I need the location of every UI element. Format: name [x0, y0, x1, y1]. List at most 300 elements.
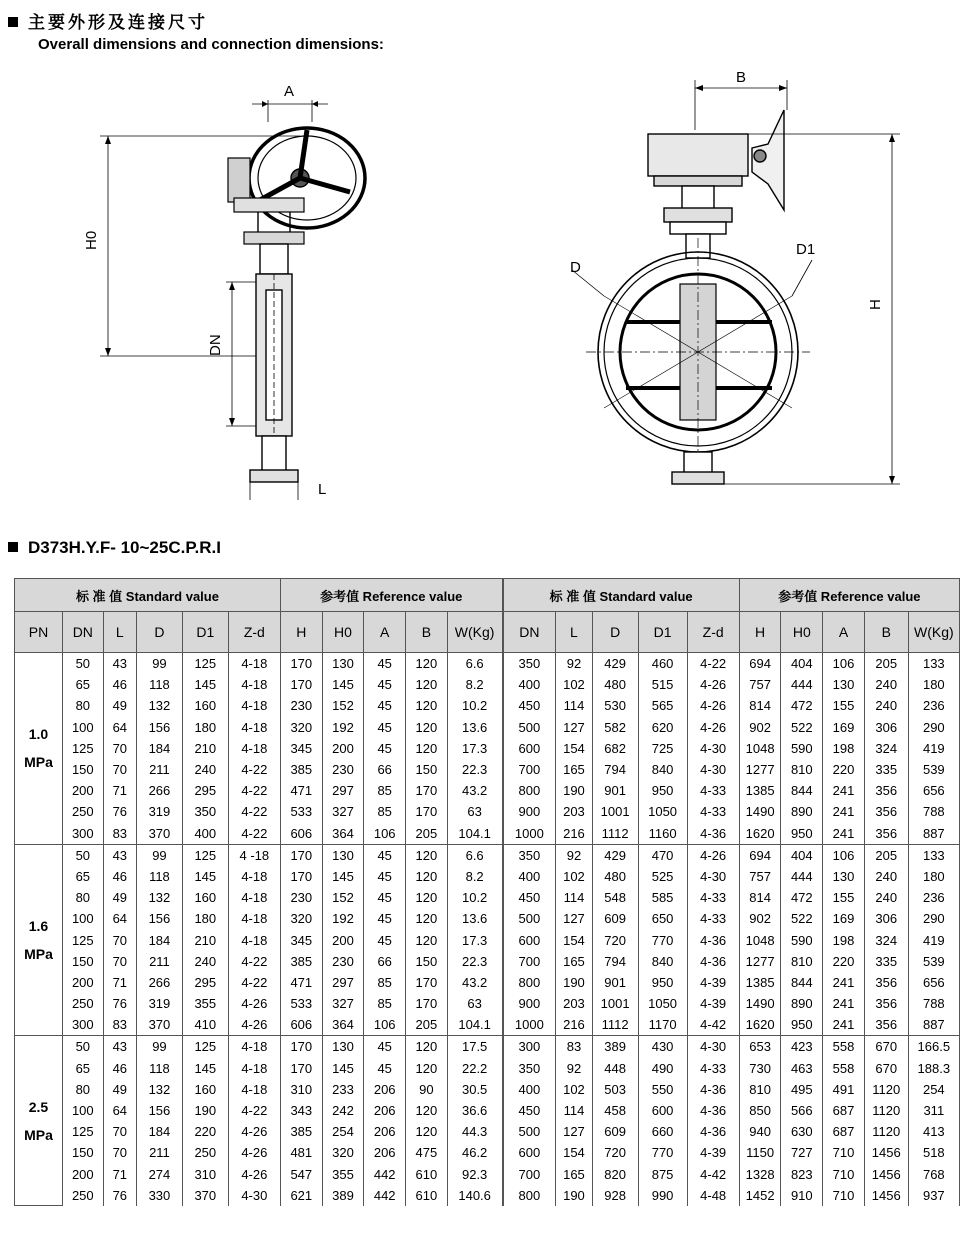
table-cell: 491 [823, 1079, 865, 1100]
table-cell: 130 [823, 674, 865, 695]
table-cell: 180 [182, 908, 228, 929]
table-cell: 1277 [739, 951, 781, 972]
table-cell: 230 [322, 759, 364, 780]
table-cell: 170 [406, 780, 448, 801]
table-cell: 442 [364, 1185, 406, 1206]
table-cell: 400 [503, 1079, 556, 1100]
table-cell: 120 [406, 908, 448, 929]
table-cell: 4-36 [687, 951, 739, 972]
table-cell: 266 [137, 780, 183, 801]
table-cell: 1456 [864, 1142, 908, 1163]
table-cell: 4-30 [687, 866, 739, 887]
table-cell: 1048 [739, 929, 781, 950]
table-cell: 205 [864, 844, 908, 866]
table-cell: 1150 [739, 1142, 781, 1163]
table-cell: 140.6 [447, 1185, 502, 1206]
table-cell: 150 [62, 1142, 103, 1163]
table-cell: 45 [364, 738, 406, 759]
table-cell: 458 [592, 1100, 638, 1121]
table-cell: 727 [781, 1142, 823, 1163]
table-cell: 330 [137, 1185, 183, 1206]
table-cell: 22.3 [447, 951, 502, 972]
table-cell: 70 [103, 738, 136, 759]
table-cell: 50 [62, 1036, 103, 1058]
table-cell: 210 [182, 738, 228, 759]
table-cell: 220 [823, 951, 865, 972]
table-cell: 4-26 [228, 1014, 280, 1036]
table-cell: 682 [592, 738, 638, 759]
col-h-2: H [739, 612, 781, 653]
table-cell: 429 [592, 844, 638, 866]
table-cell: 890 [781, 801, 823, 822]
table-cell: 45 [364, 887, 406, 908]
table-cell: 120 [406, 674, 448, 695]
table-cell: 768 [908, 1164, 959, 1185]
table-cell: 76 [103, 801, 136, 822]
table-cell: 471 [280, 780, 322, 801]
table-cell: 83 [103, 823, 136, 845]
table-cell: 4-22 [228, 823, 280, 845]
table-cell: 814 [739, 695, 781, 716]
table-cell: 85 [364, 972, 406, 993]
table-cell: 500 [503, 717, 556, 738]
table-row [15, 717, 960, 738]
table-cell: 522 [781, 908, 823, 929]
table-cell: 890 [781, 993, 823, 1014]
table-cell: 71 [103, 780, 136, 801]
table-cell: 495 [781, 1079, 823, 1100]
table-cell: 64 [103, 1100, 136, 1121]
table-cell: 43.2 [447, 780, 502, 801]
table-cell: 463 [781, 1058, 823, 1079]
pn-value: 1.0 [28, 726, 49, 743]
table-cell: 1277 [739, 759, 781, 780]
table-cell: 206 [364, 1079, 406, 1100]
table-cell: 4-26 [687, 717, 739, 738]
col-h0: H0 [322, 612, 364, 653]
table-cell: 710 [823, 1142, 865, 1163]
table-cell: 4-18 [228, 1079, 280, 1100]
table-row [15, 695, 960, 716]
table-cell: 4-22 [228, 1100, 280, 1121]
table-cell: 165 [556, 759, 593, 780]
table-cell: 400 [503, 866, 556, 887]
table-cell: 480 [592, 866, 638, 887]
table-cell: 120 [406, 866, 448, 887]
table-cell: 63 [447, 993, 502, 1014]
table-cell: 240 [182, 951, 228, 972]
table-cell: 170 [280, 674, 322, 695]
table-cell: 130 [823, 866, 865, 887]
table-cell: 106 [364, 1014, 406, 1036]
table-row [15, 887, 960, 908]
table-cell: 206 [364, 1121, 406, 1142]
table-cell: 104.1 [447, 1014, 502, 1036]
table-cell: 45 [364, 653, 406, 675]
table-cell: 8.2 [447, 674, 502, 695]
table-cell: 990 [638, 1185, 687, 1206]
col-weight-2: W(Kg) [908, 612, 959, 653]
table-cell: 700 [503, 759, 556, 780]
table-cell: 4-18 [228, 738, 280, 759]
table-cell: 100 [62, 1100, 103, 1121]
table-cell: 550 [638, 1079, 687, 1100]
table-cell: 230 [280, 887, 322, 908]
table-cell: 710 [823, 1164, 865, 1185]
col-dn-2: DN [503, 612, 556, 653]
table-cell: 490 [638, 1058, 687, 1079]
table-cell: 4 -18 [228, 844, 280, 866]
pn-cell [15, 653, 63, 845]
table-cell: 145 [322, 674, 364, 695]
table-cell: 4-18 [228, 653, 280, 675]
section-heading-cn: 主要外形及连接尺寸 [8, 8, 208, 33]
table-cell: 45 [364, 844, 406, 866]
table-cell: 200 [322, 738, 364, 759]
table-cell: 4-39 [687, 1142, 739, 1163]
table-cell: 290 [908, 908, 959, 929]
table-cell: 188.3 [908, 1058, 959, 1079]
table-cell: 266 [137, 972, 183, 993]
table-cell: 4-26 [228, 1164, 280, 1185]
table-cell: 233 [322, 1079, 364, 1100]
table-cell: 220 [823, 759, 865, 780]
pn-cell [15, 844, 63, 1036]
table-cell: 250 [62, 801, 103, 822]
table-cell: 694 [739, 653, 781, 675]
table-cell: 370 [182, 1185, 228, 1206]
table-row [15, 929, 960, 950]
group-header-standard: 标 准 值 Standard value [15, 579, 281, 612]
table-cell: 823 [781, 1164, 823, 1185]
table-cell: 350 [503, 844, 556, 866]
table-cell: 49 [103, 1079, 136, 1100]
table-cell: 300 [62, 823, 103, 845]
table-cell: 206 [364, 1100, 406, 1121]
table-cell: 198 [823, 929, 865, 950]
table-cell: 190 [556, 780, 593, 801]
table-cell: 297 [322, 972, 364, 993]
table-cell: 410 [182, 1014, 228, 1036]
table-cell: 66 [364, 951, 406, 972]
front-view-drawing [572, 80, 900, 484]
table-cell: 900 [503, 993, 556, 1014]
table-cell: 43.2 [447, 972, 502, 993]
table-cell: 902 [739, 908, 781, 929]
table-cell: 200 [62, 972, 103, 993]
table-cell: 240 [864, 674, 908, 695]
table-cell: 145 [182, 674, 228, 695]
table-cell: 320 [280, 717, 322, 738]
table-cell: 100 [62, 908, 103, 929]
table-cell: 170 [280, 653, 322, 675]
table-cell: 319 [137, 801, 183, 822]
table-cell: 211 [137, 1142, 183, 1163]
table-cell: 788 [908, 993, 959, 1014]
table-cell: 4-22 [687, 653, 739, 675]
table-cell: 471 [280, 972, 322, 993]
table-row [15, 1014, 960, 1036]
table-cell: 840 [638, 951, 687, 972]
table-row [15, 951, 960, 972]
table-cell: 169 [823, 908, 865, 929]
table-cell: 127 [556, 717, 593, 738]
table-cell: 356 [864, 993, 908, 1014]
table-cell: 120 [406, 738, 448, 759]
table-row [15, 1079, 960, 1100]
table-cell: 4-30 [687, 759, 739, 780]
table-cell: 887 [908, 1014, 959, 1036]
table-cell: 710 [823, 1185, 865, 1206]
table-cell: 4-33 [687, 801, 739, 822]
table-cell: 120 [406, 695, 448, 716]
table-row [15, 823, 960, 845]
table-cell: 180 [908, 866, 959, 887]
col-a-2: A [823, 612, 865, 653]
table-cell: 4-18 [228, 1036, 280, 1058]
table-cell: 548 [592, 887, 638, 908]
table-cell: 481 [280, 1142, 322, 1163]
table-cell: 120 [406, 717, 448, 738]
table-cell: 4-36 [687, 1100, 739, 1121]
label-D: D [570, 259, 581, 276]
table-cell: 45 [364, 929, 406, 950]
table-cell: 152 [322, 887, 364, 908]
table-cell: 127 [556, 908, 593, 929]
col-d: D [137, 612, 183, 653]
table-cell: 130 [322, 844, 364, 866]
table-cell: 606 [280, 1014, 322, 1036]
group-header-row [15, 579, 960, 612]
table-cell: 525 [638, 866, 687, 887]
table-cell: 210 [182, 929, 228, 950]
table-cell: 99 [137, 1036, 183, 1058]
table-cell: 46 [103, 1058, 136, 1079]
table-cell: 450 [503, 887, 556, 908]
table-cell: 1490 [739, 993, 781, 1014]
table-cell: 184 [137, 929, 183, 950]
table-cell: 335 [864, 759, 908, 780]
table-cell: 125 [182, 1036, 228, 1058]
table-cell: 205 [864, 653, 908, 675]
pn-unit: MPa [24, 1126, 53, 1143]
table-cell: 582 [592, 717, 638, 738]
table-cell: 590 [781, 738, 823, 759]
table-cell: 154 [556, 1142, 593, 1163]
table-row [15, 1185, 960, 1206]
table-cell: 1050 [638, 993, 687, 1014]
table-cell: 844 [781, 780, 823, 801]
table-cell: 154 [556, 929, 593, 950]
table-cell: 345 [280, 738, 322, 759]
table-cell: 241 [823, 780, 865, 801]
table-cell: 810 [781, 759, 823, 780]
table-cell: 800 [503, 1185, 556, 1206]
label-B: B [736, 69, 747, 86]
table-cell: 910 [781, 1185, 823, 1206]
col-h: H [280, 612, 322, 653]
table-cell: 4-22 [228, 801, 280, 822]
table-cell: 530 [592, 695, 638, 716]
table-cell: 80 [62, 1079, 103, 1100]
table-cell: 241 [823, 972, 865, 993]
table-cell: 850 [739, 1100, 781, 1121]
table-cell: 43 [103, 653, 136, 675]
table-cell: 4-18 [228, 695, 280, 716]
table-cell: 1328 [739, 1164, 781, 1185]
section-heading-en: Overall dimensions and connection dimensions: [38, 36, 384, 53]
table-cell: 102 [556, 866, 593, 887]
table-cell: 13.6 [447, 908, 502, 929]
table-cell: 152 [322, 695, 364, 716]
table-cell: 22.3 [447, 759, 502, 780]
table-cell: 4-22 [228, 780, 280, 801]
table-cell: 4-26 [687, 695, 739, 716]
table-cell: 254 [908, 1079, 959, 1100]
table-cell: 800 [503, 780, 556, 801]
table-cell: 156 [137, 908, 183, 929]
table-cell: 180 [908, 674, 959, 695]
table-cell: 4-22 [228, 759, 280, 780]
table-row [15, 844, 960, 866]
table-cell: 656 [908, 780, 959, 801]
table-cell: 127 [556, 1121, 593, 1142]
table-cell: 887 [908, 823, 959, 845]
table-row [15, 674, 960, 695]
table-cell: 419 [908, 929, 959, 950]
table-cell: 90 [406, 1079, 448, 1100]
table-cell: 700 [503, 951, 556, 972]
col-a: A [364, 612, 406, 653]
table-cell: 1160 [638, 823, 687, 845]
table-cell: 17.5 [447, 1036, 502, 1058]
table-cell: 687 [823, 1121, 865, 1142]
table-row [15, 1100, 960, 1121]
table-cell: 118 [137, 674, 183, 695]
group-header-standard-2: 标 准 值 Standard value [503, 579, 740, 612]
table-cell: 335 [864, 951, 908, 972]
table-cell: 99 [137, 653, 183, 675]
table-cell: 355 [322, 1164, 364, 1185]
table-cell: 4-26 [228, 1121, 280, 1142]
table-cell: 106 [823, 653, 865, 675]
table-cell: 515 [638, 674, 687, 695]
table-cell: 4-18 [228, 866, 280, 887]
table-cell: 45 [364, 908, 406, 929]
table-cell: 730 [739, 1058, 781, 1079]
table-cell: 356 [864, 823, 908, 845]
table-cell: 170 [280, 866, 322, 887]
table-cell: 4-26 [228, 1142, 280, 1163]
table-cell: 295 [182, 972, 228, 993]
bullet-square-icon [8, 17, 18, 27]
table-cell: 310 [182, 1164, 228, 1185]
table-cell: 610 [406, 1164, 448, 1185]
table-cell: 120 [406, 1058, 448, 1079]
col-h0-2: H0 [781, 612, 823, 653]
table-cell: 928 [592, 1185, 638, 1206]
table-cell: 4-39 [687, 993, 739, 1014]
table-cell: 950 [781, 1014, 823, 1036]
table-cell: 4-33 [687, 1058, 739, 1079]
table-cell: 254 [322, 1121, 364, 1142]
group-header-reference: 参考值 Reference value [280, 579, 502, 612]
table-cell: 240 [864, 866, 908, 887]
table-cell: 4-36 [687, 929, 739, 950]
table-cell: 1385 [739, 972, 781, 993]
table-row [15, 908, 960, 929]
table-cell: 653 [739, 1036, 781, 1058]
table-cell: 70 [103, 759, 136, 780]
table-cell: 205 [406, 1014, 448, 1036]
table-cell: 370 [137, 823, 183, 845]
table-cell: 63 [447, 801, 502, 822]
table-cell: 4-36 [687, 1079, 739, 1100]
table-cell: 45 [364, 695, 406, 716]
col-d-2: D [592, 612, 638, 653]
table-cell: 370 [137, 1014, 183, 1036]
table-cell: 166.5 [908, 1036, 959, 1058]
table-cell: 120 [406, 653, 448, 675]
table-cell: 606 [280, 823, 322, 845]
table-cell: 133 [908, 653, 959, 675]
table-cell: 71 [103, 1164, 136, 1185]
table-cell: 230 [322, 951, 364, 972]
table-cell: 114 [556, 695, 593, 716]
table-cell: 10.2 [447, 695, 502, 716]
table-row [15, 1036, 960, 1058]
group-header-reference-2: 参考值 Reference value [739, 579, 959, 612]
table-cell: 240 [182, 759, 228, 780]
table-cell: 609 [592, 1121, 638, 1142]
table-cell: 295 [182, 780, 228, 801]
table-cell: 4-22 [228, 972, 280, 993]
table-cell: 45 [364, 674, 406, 695]
table-cell: 45 [364, 1036, 406, 1058]
table-cell: 99 [137, 844, 183, 866]
table-cell: 1001 [592, 993, 638, 1014]
table-cell: 145 [322, 1058, 364, 1079]
table-cell: 356 [864, 780, 908, 801]
model-title: D373H.Y.F- 10~25C.P.R.I [8, 538, 221, 558]
table-cell: 150 [406, 951, 448, 972]
table-cell: 120 [406, 1121, 448, 1142]
pn-value: 2.5 [28, 1098, 49, 1115]
table-cell: 770 [638, 1142, 687, 1163]
table-cell: 700 [503, 1164, 556, 1185]
table-cell: 844 [781, 972, 823, 993]
table-cell: 170 [280, 1058, 322, 1079]
table-cell: 1170 [638, 1014, 687, 1036]
table-cell: 319 [137, 993, 183, 1014]
table-cell: 4-18 [228, 908, 280, 929]
table-cell: 875 [638, 1164, 687, 1185]
table-cell: 356 [864, 801, 908, 822]
table-cell: 757 [739, 674, 781, 695]
table-cell: 500 [503, 1121, 556, 1142]
table-cell: 389 [322, 1185, 364, 1206]
col-z-d-2: Z-d [687, 612, 739, 653]
table-cell: 450 [503, 695, 556, 716]
table-cell: 10.2 [447, 887, 502, 908]
table-cell: 937 [908, 1185, 959, 1206]
table-cell: 306 [864, 908, 908, 929]
table-cell: 1001 [592, 801, 638, 822]
table-cell: 65 [62, 1058, 103, 1079]
table-cell: 503 [592, 1079, 638, 1100]
table-cell: 1120 [864, 1100, 908, 1121]
table-cell: 80 [62, 887, 103, 908]
